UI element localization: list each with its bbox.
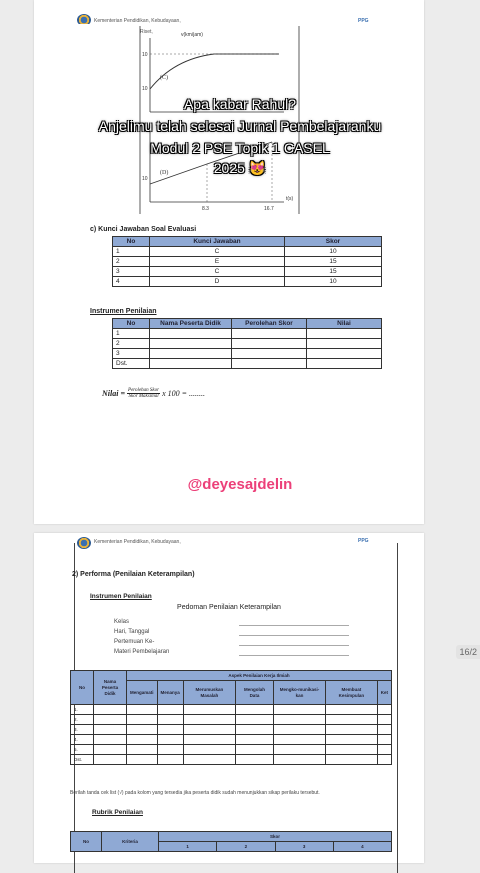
rubrik-table (70, 831, 392, 852)
col-header: Ket (377, 681, 391, 705)
instruction-note: Berilah tanda cek list (√) pada kolom yang tersedia jika peserta didik sudah menunjukkan sikap perilaku tersebut. (70, 790, 320, 796)
col-header: No (113, 319, 150, 329)
col-header: Nama Peserta Didik (94, 671, 127, 705)
tick-label: 8.3 (202, 206, 209, 212)
table-row (113, 277, 382, 287)
form-line (239, 649, 349, 656)
table-cell: 1 (113, 247, 150, 257)
table-row (113, 349, 382, 359)
formula-numerator: Perolehan Skor (128, 388, 160, 393)
table-cell: 3 (113, 267, 150, 277)
pedoman-title: Pedoman Penilaian Keterampilan (177, 604, 281, 611)
form-line (239, 619, 349, 626)
page-header: Kementerian Pendidikan, Kebudayaan, (94, 539, 181, 545)
col-header: 4 (333, 842, 391, 852)
table-row (71, 725, 392, 735)
table-row (113, 329, 382, 339)
table-row (113, 339, 382, 349)
table-cell: 10 (285, 277, 382, 287)
section-title: 2) Performa (Penilaian Keterampilan) (72, 571, 195, 578)
col-header: Membuat Kesimpulan (326, 681, 378, 705)
graph-label-d: (D) (160, 170, 169, 176)
col-header: Perolehan Skor (232, 319, 307, 329)
document-page-1 (34, 0, 424, 524)
col-header: Skor (285, 237, 382, 247)
table-cell: 2 (113, 257, 150, 267)
table-row (113, 359, 382, 369)
tick-label: 16.7 (264, 206, 274, 212)
kunci-table (112, 236, 382, 287)
col-header: 3 (275, 842, 333, 852)
tick-label: 10 (142, 86, 148, 92)
col-header: Kriteria (102, 832, 159, 852)
graph-label-c: (C) (160, 75, 168, 81)
table-cell: 15 (285, 257, 382, 267)
table-cell: C (150, 267, 285, 277)
caption-line-4: 2025 😻 (213, 160, 267, 176)
username-watermark: @deyesajdelin (187, 476, 293, 493)
instrumen-title: Instrumen Penilaian (90, 308, 157, 315)
form-label: Pertemuan Ke- (114, 639, 155, 645)
col-header: Menanya (157, 681, 183, 705)
x-axis-label: t(s) (286, 196, 294, 202)
table-cell: Dst. (113, 359, 150, 369)
instrumen-title: Instrumen Penilaian (90, 593, 152, 600)
table-row (71, 705, 392, 715)
table-cell: 4 (113, 277, 150, 287)
col-header: Skor (159, 832, 392, 842)
tick-label: 10 (142, 52, 148, 58)
graph-header-word: Riset, (140, 29, 153, 35)
formula-rhs: x 100 = ........ (162, 389, 206, 398)
table-cell: 3 (113, 349, 150, 359)
form-line (239, 639, 349, 646)
caption-line-3: Modul 2 PSE Topik 1 CASEL (150, 140, 330, 156)
table-row (113, 257, 382, 267)
form-label: Materi Pembelajaran (114, 649, 170, 655)
rubrik-title: Rubrik Penilaian (92, 809, 143, 816)
document-page-2 (34, 533, 424, 863)
col-header: No (71, 832, 102, 852)
table-row (71, 745, 392, 755)
page-header: Kementerian Pendidikan, Kebudayaan, (94, 18, 181, 24)
form-label: Hari, Tanggal (114, 629, 150, 635)
keterampilan-table (70, 670, 392, 765)
y-axis-label: v(km/jam) (181, 32, 203, 38)
formula-lhs: Nilai = (102, 389, 126, 398)
table-row (71, 735, 392, 745)
col-header: No (71, 671, 94, 705)
col-header: Mengamati (127, 681, 158, 705)
form-line (239, 629, 349, 636)
col-header: No (113, 237, 150, 247)
caption-line-2: Anjelimu telah selesai Jurnal Pembelajaranku (98, 118, 382, 134)
table-row (113, 247, 382, 257)
nilai-formula (102, 388, 205, 399)
kunci-title: c) Kunci Jawaban Soal Evaluasi (90, 226, 197, 233)
col-header: 2 (217, 842, 275, 852)
page-counter: 16/2 (456, 645, 480, 659)
table-cell: 3. (71, 725, 94, 735)
tick-label: 10 (142, 176, 148, 182)
table-cell: 10 (285, 247, 382, 257)
table-cell: 1 (113, 329, 150, 339)
aspek-header: Aspek Penilaian Kerja Ilmiah (127, 671, 392, 681)
col-header: Nama Peserta Didik (150, 319, 232, 329)
table-cell: Dst. (71, 755, 94, 765)
table-cell: 4. (71, 735, 94, 745)
table-cell: E (150, 257, 285, 267)
col-header: 1 (159, 842, 217, 852)
table-row (71, 715, 392, 725)
ppg-logo: PPG (358, 18, 369, 24)
formula-fraction (127, 388, 160, 399)
form-label: Kelas (114, 619, 130, 625)
table-cell: 15 (285, 267, 382, 277)
table-cell: 2. (71, 715, 94, 725)
table-cell: 1. (71, 705, 94, 715)
col-header: Mengko-munikasi-kan (273, 681, 325, 705)
col-header: Kunci Jawaban (150, 237, 285, 247)
ppg-logo: PPG (358, 538, 369, 544)
table-cell: D (150, 277, 285, 287)
table-row (113, 267, 382, 277)
col-header: Nilai (307, 319, 382, 329)
col-header: Mengolah Data (235, 681, 273, 705)
table-row (71, 755, 392, 765)
table-cell: C (150, 247, 285, 257)
instrumen-table (112, 318, 382, 369)
caption-line-1: Apa kabar Rahul? (183, 96, 297, 112)
col-header: Merumuskan Masalah (183, 681, 235, 705)
table-cell: 5. (71, 745, 94, 755)
table-cell: 2 (113, 339, 150, 349)
formula-denominator: Skor Maksimal (128, 394, 159, 399)
